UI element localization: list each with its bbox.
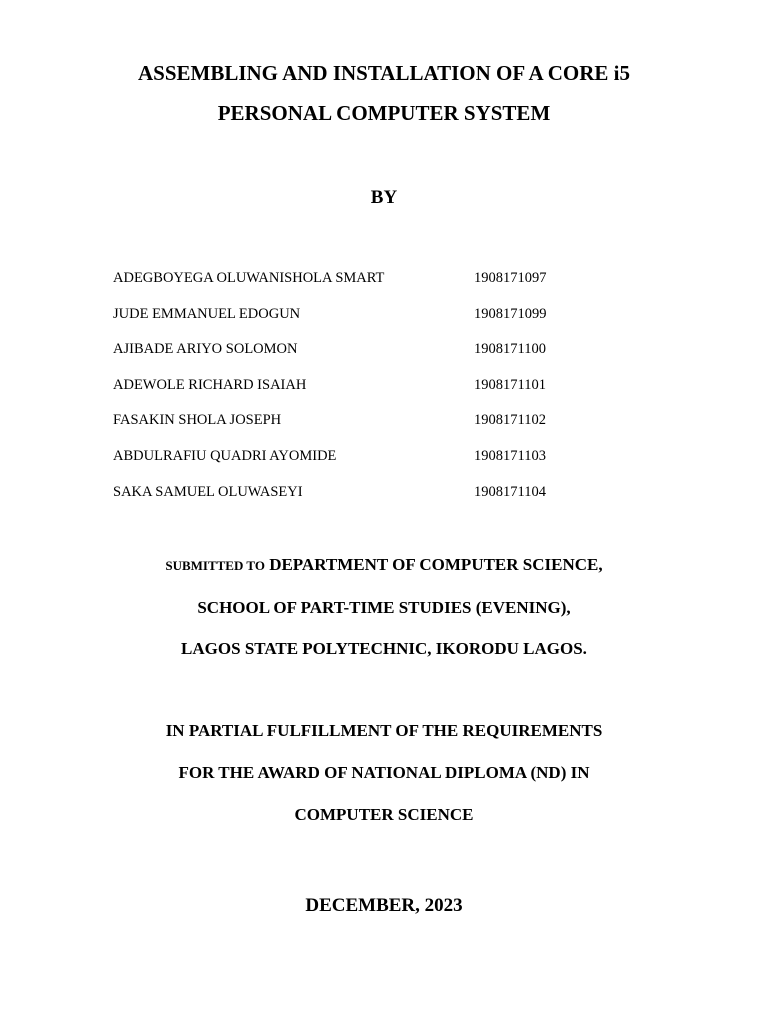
submission-date: DECEMBER, 2023 xyxy=(305,895,463,916)
author-row xyxy=(113,446,633,482)
author-name: ABDULRAFIU QUADRI AYOMIDE xyxy=(113,447,337,464)
by-label: BY xyxy=(370,187,398,208)
fulfillment-line-1: IN PARTIAL FULFILLMENT OF THE REQUIREMENTS xyxy=(165,721,603,740)
author-matric-number: 1908171103 xyxy=(474,447,546,464)
submitted-to-prefix: SUBMITTED TO xyxy=(165,558,265,573)
author-list xyxy=(113,268,633,517)
author-name: JUDE EMMANUEL EDOGUN xyxy=(113,305,301,322)
author-row xyxy=(113,304,633,340)
department-name: DEPARTMENT OF COMPUTER SCIENCE, xyxy=(269,555,603,574)
author-row xyxy=(113,375,633,411)
author-row xyxy=(113,339,633,375)
author-name: ADEGBOYEGA OLUWANISHOLA SMART xyxy=(113,270,385,286)
author-matric-number: 1908171097 xyxy=(474,270,547,286)
author-name: AJIBADE ARIYO SOLOMON xyxy=(113,341,298,358)
school-name: SCHOOL OF PART-TIME STUDIES (EVENING), xyxy=(197,598,571,617)
author-matric-number: 1908171102 xyxy=(474,412,546,429)
author-row xyxy=(113,482,633,518)
fulfillment-line-3: COMPUTER SCIENCE xyxy=(294,805,474,824)
author-row xyxy=(113,268,633,304)
author-matric-number: 1908171099 xyxy=(474,305,547,322)
fulfillment-line-2: FOR THE AWARD OF NATIONAL DIPLOMA (ND) IN xyxy=(178,763,590,782)
document-title-line-2: PERSONAL COMPUTER SYSTEM xyxy=(217,101,551,125)
author-matric-number: 1908171104 xyxy=(474,483,546,500)
author-matric-number: 1908171100 xyxy=(474,341,546,358)
submission-line-1 xyxy=(0,554,768,577)
author-matric-number: 1908171101 xyxy=(474,376,546,393)
author-name: ADEWOLE RICHARD ISAIAH xyxy=(113,376,307,393)
institution-name: LAGOS STATE POLYTECHNIC, IKORODU LAGOS. xyxy=(181,639,587,658)
author-name: SAKA SAMUEL OLUWASEYI xyxy=(113,483,303,500)
author-name: FASAKIN SHOLA JOSEPH xyxy=(113,412,282,429)
author-row xyxy=(113,410,633,446)
document-title-line-1: ASSEMBLING AND INSTALLATION OF A CORE i5 xyxy=(137,61,631,85)
